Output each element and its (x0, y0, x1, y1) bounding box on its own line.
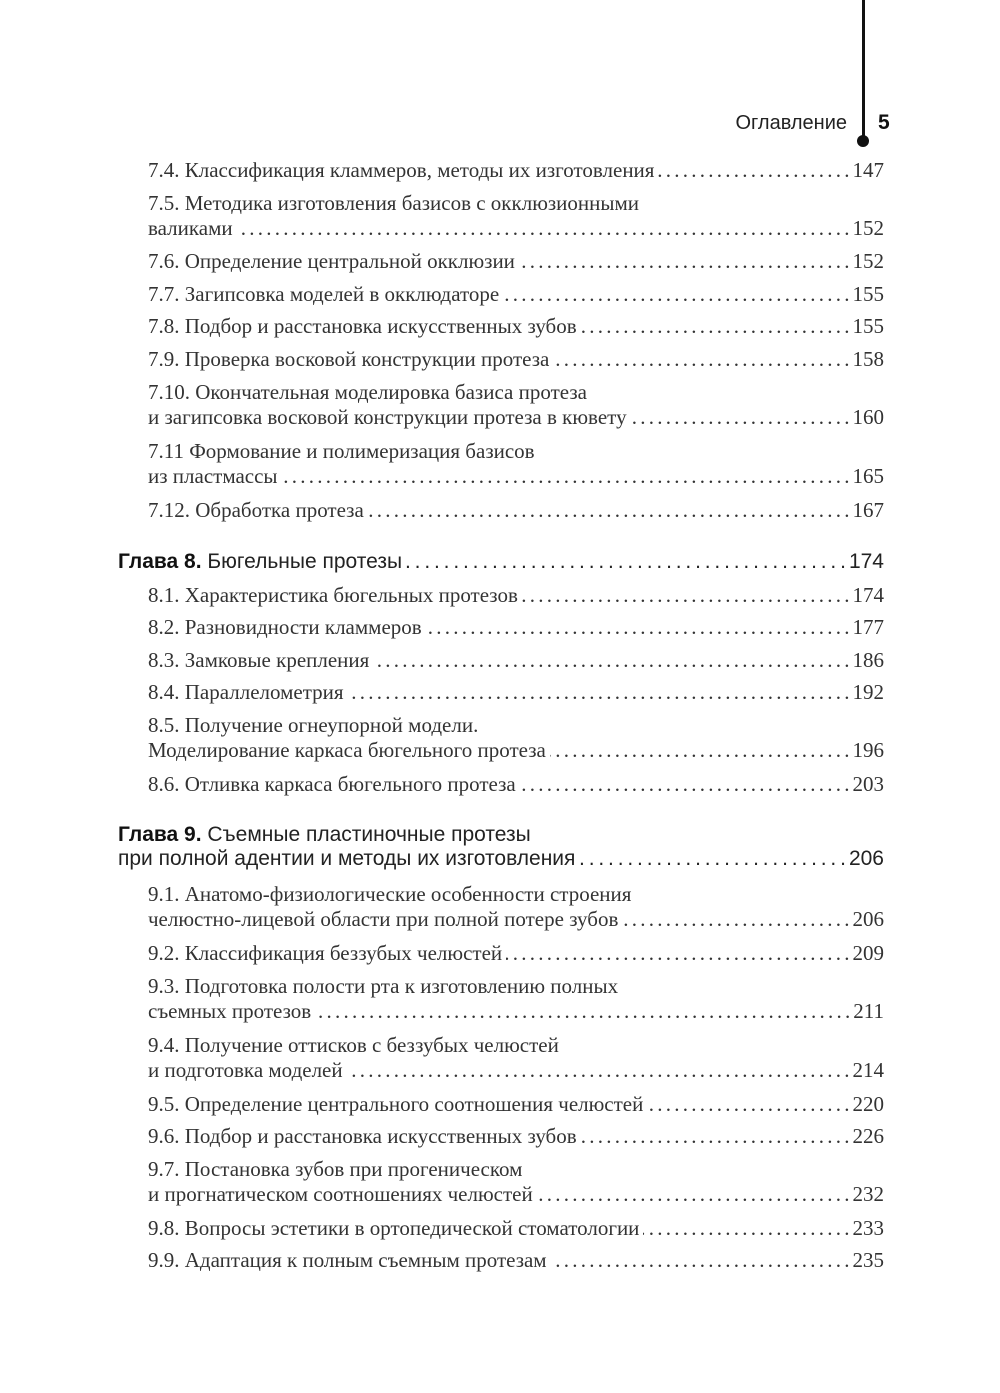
toc-page-number: 211 (853, 999, 884, 1023)
toc-section-entry (148, 882, 884, 932)
toc-entry-text: 9.7. Постановка зубов при прогеническом (148, 1157, 523, 1181)
toc-entry-text: 7.10. Окончательная моделировка базиса протеза (148, 380, 587, 404)
toc-entry-text: Моделирование каркаса бюгельного протеза (148, 738, 546, 762)
toc-entry-last-line (148, 1182, 884, 1207)
toc-entry-text: из пластмассы (148, 464, 278, 488)
toc-entry-last-line (118, 550, 884, 574)
toc-entry-last-line (148, 314, 884, 339)
toc-section-entry (148, 680, 884, 705)
dot-leader (537, 1182, 849, 1207)
dot-leader (643, 1216, 848, 1241)
toc-chapter-entry (118, 823, 884, 871)
dot-leader (506, 941, 848, 966)
toc-section-entry (148, 1033, 884, 1083)
dot-leader (348, 680, 849, 705)
toc-entry-last-line (148, 347, 884, 372)
dot-leader (553, 347, 848, 372)
header-divider-dot (857, 135, 869, 147)
toc-page-number: 214 (852, 1058, 884, 1082)
toc-entry-text: 7.12. Обработка протеза (148, 498, 364, 522)
toc-section-entry (148, 615, 884, 640)
toc-entry-last-line (148, 941, 884, 966)
toc-page-number: 155 (852, 314, 884, 338)
toc-entry-text: 9.5. Определение центрального соотношения челюстей (148, 1092, 644, 1116)
dot-leader (550, 738, 849, 763)
toc-entry-text: 8.4. Параллелометрия (148, 680, 344, 704)
toc-page-number: 174 (848, 550, 884, 573)
toc-entry-last-line (148, 405, 884, 430)
toc-entry-last-line (148, 583, 884, 608)
toc-entry-text: 7.7. Загипсовка моделей в окклюдаторе (148, 282, 500, 306)
toc-page-number: 177 (852, 615, 884, 639)
toc-section-entry (148, 648, 884, 673)
toc-section-entry (148, 1248, 884, 1273)
dot-leader (658, 158, 848, 183)
dot-leader (579, 847, 845, 871)
toc-entry-text: челюстно-лицевой области при полной потере зубов (148, 907, 619, 931)
running-header-title: Оглавление (735, 112, 847, 134)
toc-entry-line (148, 882, 884, 907)
toc-entry-text: 8.6. Отливка каркаса бюгельного протеза (148, 772, 516, 796)
toc-entry-text: 9.6. Подбор и расстановка искусственных зубов (148, 1124, 577, 1148)
dot-leader (368, 498, 849, 523)
toc-entry-text (118, 823, 531, 846)
toc-section-entry (148, 498, 884, 523)
toc-page-number: 206 (852, 907, 884, 931)
toc-page-number: 152 (852, 249, 884, 273)
toc-entry-last-line (148, 282, 884, 307)
toc-entry-text: 7.11 Формование и полимеризация базисов (148, 439, 535, 463)
toc-section-entry (148, 1124, 884, 1149)
toc-section-entry (148, 1216, 884, 1241)
toc-entry-text: 7.4. Классификация кламмеров, методы их изготовления (148, 158, 655, 182)
toc-entry-text: 7.9. Проверка восковой конструкции протеза (148, 347, 550, 371)
toc-section-entry (148, 282, 884, 307)
toc-chapter-entry (118, 550, 884, 574)
toc-page-number: 232 (852, 1182, 884, 1206)
toc-entry-last-line (118, 847, 884, 871)
toc-page-number: 192 (852, 680, 884, 704)
dot-leader (520, 772, 849, 797)
toc-entry-text: 8.2. Разновидности кламмеров (148, 615, 422, 639)
toc-section-entry (148, 941, 884, 966)
toc-entry-text: Съемные пластиночные протезы (207, 823, 531, 846)
toc-entry-line (148, 380, 884, 405)
toc-page-number: 220 (852, 1092, 884, 1116)
toc-entry-last-line (148, 680, 884, 705)
toc-entry-last-line (148, 738, 884, 763)
toc-entry-line (148, 713, 884, 738)
toc-page-number: 174 (852, 583, 884, 607)
dot-leader (581, 1124, 849, 1149)
toc-page-number: 203 (852, 772, 884, 796)
toc-section-entry (148, 249, 884, 274)
toc-entry-text: Бюгельные протезы (207, 550, 403, 573)
dot-leader (581, 314, 849, 339)
toc-entry-line (148, 1033, 884, 1058)
toc-entry-last-line (148, 498, 884, 523)
toc-entry-last-line (148, 1092, 884, 1117)
dot-leader (519, 249, 849, 274)
dot-leader (551, 1248, 849, 1273)
dot-leader (647, 1092, 848, 1117)
toc-entry-text: 7.6. Определение центральной окклюзии (148, 249, 515, 273)
toc-entry-last-line (148, 1216, 884, 1241)
toc-entry-last-line (148, 648, 884, 673)
toc-page-number: 209 (852, 941, 884, 965)
toc-entry-last-line (148, 464, 884, 489)
toc-page-number: 226 (852, 1124, 884, 1148)
toc-entry-text: и прогнатическом соотношениях челюстей (148, 1182, 533, 1206)
toc-entry-text: 9.4. Получение оттисков с беззубых челюстей (148, 1033, 559, 1057)
toc-entry-text: 7.8. Подбор и расстановка искусственных зубов (148, 314, 577, 338)
toc-page-number: 147 (852, 158, 884, 182)
toc-entry-text: съемных протезов (148, 999, 312, 1023)
toc-entry-last-line (148, 249, 884, 274)
toc-page-number: 167 (852, 498, 884, 522)
toc-entry-text: 9.3. Подготовка полости рта к изготовлению полных (148, 974, 619, 998)
toc-page-number: 155 (852, 282, 884, 306)
dot-leader (315, 999, 849, 1024)
toc-page-number: 196 (852, 738, 884, 762)
toc-entry-text: валиками (148, 216, 233, 240)
toc-entry-text: при полной адентии и методы их изготовления (118, 847, 576, 870)
toc-section-entry (148, 1092, 884, 1117)
toc-entry-last-line (148, 158, 884, 183)
dot-leader (237, 216, 849, 241)
toc-entry-text: 8.3. Замковые крепления (148, 648, 370, 672)
toc-entry-last-line (148, 615, 884, 640)
dot-leader (522, 583, 849, 608)
toc-section-entry (148, 974, 884, 1024)
chapter-label: Глава 8. (118, 550, 202, 573)
toc-entry-text: 9.8. Вопросы эстетики в ортопедической стоматологии (148, 1216, 640, 1240)
dot-leader (282, 464, 849, 489)
toc-entry-last-line (148, 216, 884, 241)
dot-leader (347, 1058, 849, 1083)
dot-leader (406, 550, 845, 574)
toc-page-number: 206 (848, 847, 884, 870)
toc-entry-text: 9.9. Адаптация к полным съемным протезам (148, 1248, 547, 1272)
toc-section-entry (148, 158, 884, 183)
toc-entry-line (148, 439, 884, 464)
toc-entry-line (148, 1157, 884, 1182)
toc-entry-text: 8.1. Характеристика бюгельных протезов (148, 583, 518, 607)
toc-section-entry (148, 380, 884, 430)
toc-section-entry (148, 713, 884, 763)
toc-section-entry (148, 191, 884, 241)
toc-entry-last-line (148, 772, 884, 797)
chapter-label: Глава 9. (118, 823, 202, 846)
toc-page-number: 158 (852, 347, 884, 371)
toc-section-entry (148, 439, 884, 489)
toc-page-number: 233 (852, 1216, 884, 1240)
toc-section-entry (148, 583, 884, 608)
toc-entry-text: 9.2. Классификация беззубых челюстей (148, 941, 503, 965)
header-divider-line (862, 0, 865, 140)
toc-entry-text: 9.1. Анатомо-физиологические особенности строения (148, 882, 632, 906)
toc-entry-last-line (148, 907, 884, 932)
toc-entry-last-line (148, 999, 884, 1024)
dot-leader (503, 282, 848, 307)
toc-page-number: 235 (852, 1248, 884, 1272)
toc-entry-text: 7.5. Методика изготовления базисов с окклюзионными (148, 191, 640, 215)
page-number: 5 (878, 111, 890, 134)
toc-page-number: 165 (852, 464, 884, 488)
toc-entry-last-line (148, 1124, 884, 1149)
toc-entry-line (148, 974, 884, 999)
toc-entry-line (148, 191, 884, 216)
toc-section-entry (148, 347, 884, 372)
dot-leader (373, 648, 848, 673)
toc-entry-text: 8.5. Получение огнеупорной модели. (148, 713, 479, 737)
toc-section-entry (148, 772, 884, 797)
toc-entry-last-line (148, 1058, 884, 1083)
toc-entry-text: и подготовка моделей (148, 1058, 343, 1082)
toc-page-number: 152 (852, 216, 884, 240)
dot-leader (622, 907, 848, 932)
dot-leader (631, 405, 849, 430)
toc-section-entry (148, 314, 884, 339)
toc-entry-last-line (148, 1248, 884, 1273)
toc-entry-text (118, 550, 402, 574)
toc-entry-line (118, 823, 884, 847)
toc-entry-text: и загипсовка восковой конструкции протеза в кювету (148, 405, 627, 429)
dot-leader (426, 615, 849, 640)
toc-section-entry (148, 1157, 884, 1207)
toc-page-number: 186 (852, 648, 884, 672)
toc-page-number: 160 (852, 405, 884, 429)
